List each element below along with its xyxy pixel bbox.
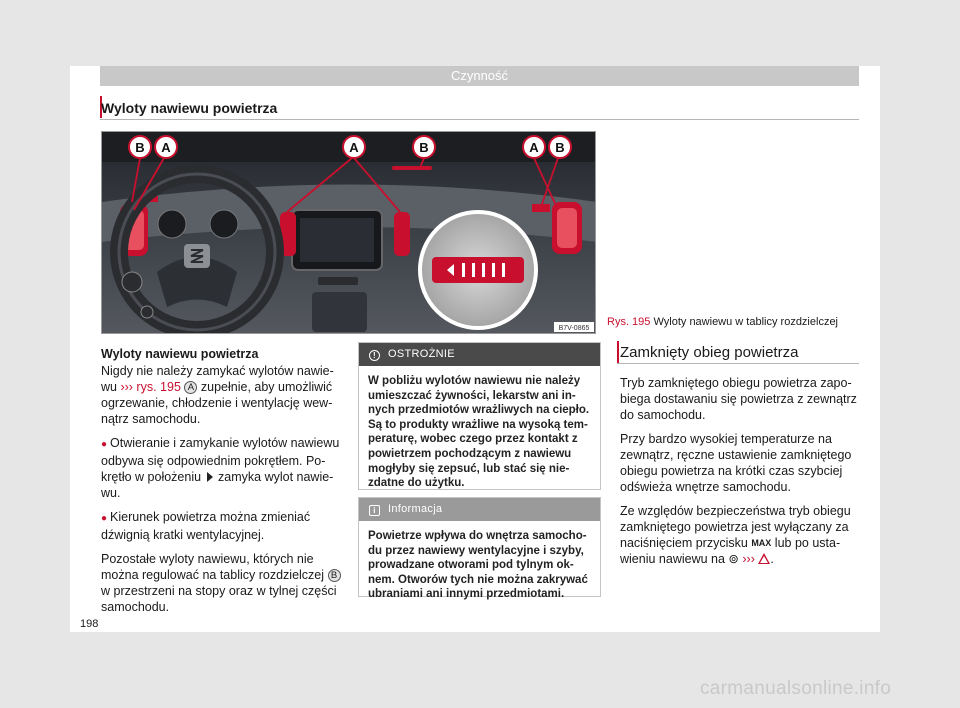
info-box: [358, 497, 601, 601]
figure-ref-link[interactable]: ››› rys. 195: [120, 380, 181, 394]
ref-link[interactable]: ›››: [742, 552, 755, 566]
arrow-right-icon: [207, 472, 213, 482]
col3-paragraph-3: Ze względów bezpieczeństwa tryb obiegu zamkniętego powietrza jest wyłączany za naciśnięciem przycisku MAX lub po usta-wieniu nawiewu na ⊚ ››› .: [620, 504, 851, 566]
vent-center-right: [394, 212, 410, 256]
page-number: 198: [80, 618, 99, 630]
bullet-item-2: ● Kierunek powietrza można zmieniać dźwignią kratki wentylacyjnej.: [101, 510, 311, 542]
bullet-icon: ●: [101, 513, 108, 524]
caution-box: [358, 342, 601, 490]
figure-caption: [607, 316, 838, 328]
title-divider: [100, 119, 859, 120]
caption-ref[interactable]: Rys. 195: [607, 316, 651, 328]
col3-title-accent: [617, 341, 619, 363]
paragraph-2: Pozostałe wyloty nawiewu, których nie można regulować na tablicy rozdzielczej B w przestrzeni na stopy oraz w tylnej części samochodu.: [101, 551, 346, 615]
paragraph-1: Nigdy nie należy zamykać wylotów nawie-wu ››› rys. 195 A zupełnie, aby umożliwić ogrzewanie, chłodzenie i wentylację wew-nątrz samochodu.: [101, 364, 334, 426]
caution-header: ! OSTROŻNIE: [359, 343, 600, 366]
figure-label-a-right: A: [529, 140, 539, 155]
col3-paragraph-2: Przy bardzo wysokiej temperaturze na zewnątrz, ręczne ustawienie zamkniętego obiegu powietrza na krótki czas szybciej odświeża wnętrze samochodu.: [620, 432, 852, 494]
info-text: Powietrze wpływa do wnętrza samocho-du przez nawiewy wentylacyjne i szyby, prowadzane otworami pod tylnym ok-nem. Otworów tych nie można zakrywać ubraniami ani innymi przedmiotami.: [368, 530, 588, 601]
subsection-heading: Wyloty nawiewu powietrza: [101, 347, 259, 361]
caption-text: Wyloty nawiewu w tablicy rozdzielczej: [653, 316, 839, 328]
label-b-badge: B: [328, 569, 341, 582]
bullet-item-1: ● Otwieranie i zamykanie wylotów nawiewu odbywa się odpowiednim pokrętłem. Po-krętło w położeniu zamyka wylot nawie-wu.: [101, 436, 340, 500]
dashboard-figure: [101, 131, 596, 334]
column-left: [101, 346, 346, 623]
exclamation-icon: !: [369, 350, 380, 361]
dashboard-illustration: [102, 132, 596, 334]
figure-label-b-center: B: [419, 140, 429, 155]
watermark: carmanualsonline.info: [700, 678, 892, 699]
section-header: Czynność: [100, 66, 859, 86]
max-defrost-icon: MAX: [751, 538, 772, 548]
bullet-icon: ●: [101, 439, 108, 450]
warning-icon: [758, 553, 770, 564]
figure-label-a-left: A: [161, 140, 171, 155]
figure-label-a-center: A: [349, 140, 359, 155]
caution-text: W pobliżu wylotów nawiewu nie należy umieszczać żywności, lekarstw ani in-nych przedmiotów wrażliwych na ciepło. Są to produkty wrażliwe na wysoką tem-peraturę, wobec czego przez kontakt z powietrzem pochodzącym z nawiewu mogłyby się zepsuć, lub stać się nie-zdatne do użytku.: [368, 375, 590, 490]
label-a-badge: A: [184, 381, 197, 394]
info-header: i Informacja: [359, 498, 600, 521]
windshield-fan-icon: ⊚: [728, 552, 739, 566]
subsection-title: Zamknięty obieg powietrza: [620, 344, 799, 361]
col3-title-divider: [617, 363, 859, 364]
figure-label-b-right: B: [555, 140, 565, 155]
column-right: [620, 375, 860, 575]
info-icon: i: [369, 505, 380, 516]
figure-label-b-left: B: [135, 140, 145, 155]
col3-paragraph-1: Tryb zamkniętego obiegu powietrza zapo-biega dostawaniu się powietrza z zewnątrz do samochodu.: [620, 376, 857, 422]
page-title: Wyloty nawiewu powietrza: [101, 100, 278, 116]
figure-code: B7V-0865: [558, 325, 590, 332]
